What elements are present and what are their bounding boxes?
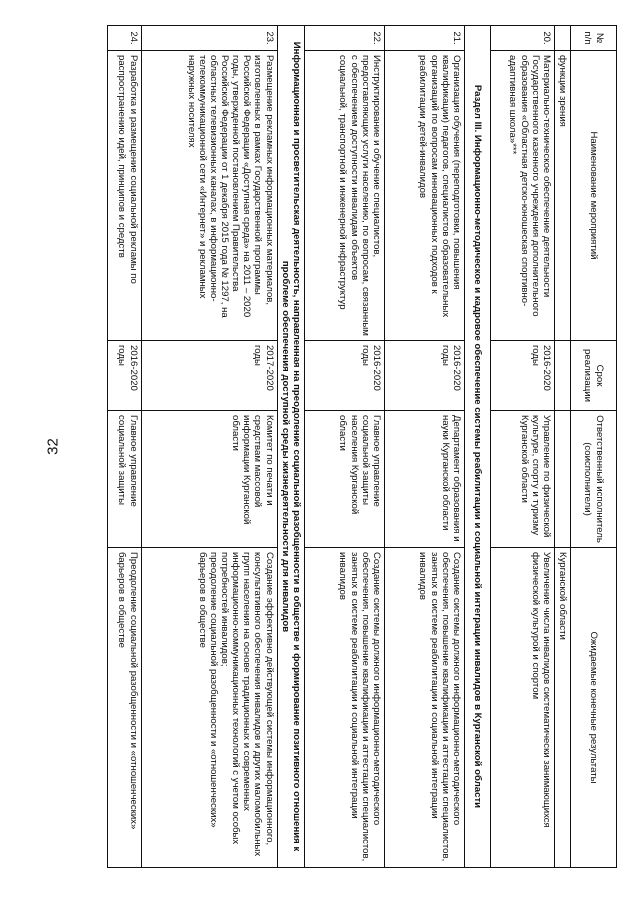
result-cell: Увеличение числа инвалидов систематически занимающихся физической культурой и спортом <box>490 548 554 868</box>
continued-exec <box>554 411 570 548</box>
result-cell: Преодоление социальной разобщенности и «отношенческих» барьеров в обществе <box>107 548 141 868</box>
section-heading: Раздел III. Информационно-методическое и кадровое обеспечение системы реабилитации и социальной интеграции инвалидов в Курганской области <box>464 26 490 868</box>
executor-cell: Управление по физической культуре, спорту и туризму Курганской области <box>490 411 554 548</box>
result-cell: Создание системы должного информационно-методического обеспечения, повышение квалификации и аттестации специалистов, занятых в системе реабилитации и социальной интеграции инвалидов <box>384 548 464 868</box>
continued-result: Курганской области <box>554 548 570 868</box>
executor-cell: Главное управление социальной защиты <box>107 411 141 548</box>
continued-num <box>554 26 570 51</box>
row-number: 22. <box>304 26 384 51</box>
header-result: Ожидаемые конечные результаты <box>571 548 617 868</box>
measures-table <box>107 25 617 868</box>
row-number: 21. <box>384 26 464 51</box>
rotated-table <box>107 25 617 867</box>
table-container <box>107 25 617 867</box>
header-row <box>571 26 617 868</box>
executor-cell: Главное управление социальной защиты населения Курганской области <box>304 411 384 548</box>
measure-name: Разработка и размещение социальной рекламы по распространению идей, принципов и средств <box>107 51 141 341</box>
result-cell: Создание системы должного информационно-методического обеспечения, повышение квалификации и аттестации специалистов, занятых в системе реабилитации и социальной интеграции инвалидов <box>304 548 384 868</box>
table-row <box>304 26 384 868</box>
continued-name: функции зрения <box>554 51 570 341</box>
term-cell: 2016-2020 годы <box>384 341 464 411</box>
table-row <box>384 26 464 868</box>
header-term: Срок реализации <box>571 341 617 411</box>
measure-name: Инструктирование и обучение специалистов, предоставляющих услуги населению, по вопросам, связанным с обеспечением доступности инвалидам объектов социальной, транспортной и инженерной инфраструктур <box>304 51 384 341</box>
table-row <box>141 26 277 868</box>
term-cell: 2016-2020 годы <box>490 341 554 411</box>
table-row <box>107 26 141 868</box>
table-row <box>490 26 554 868</box>
row-number: 24. <box>107 26 141 51</box>
term-cell: 2016-2020 годы <box>107 341 141 411</box>
header-name: Наименование мероприятий <box>571 51 617 341</box>
measure-name: Размещение рекламных информационных материалов, изготовленных в рамках Государственной программы Российской Федерации «Доступная среда» на 2011 – 2020 годы, утвержденной постановлением Правительства Российской Федерации от 1 декабря 2015 года № 1297, на областных телевизионных каналах, в информационно-телекоммуникационной сети «Интернет» и рекламных наружных носителях <box>141 51 277 341</box>
continued-term <box>554 341 570 411</box>
header-num: № п/п <box>571 26 617 51</box>
executor-cell: Комитет по печати и средствам массовой информации Курганской области <box>141 411 277 548</box>
executor-cell: Департамент образования и науки Курганской области <box>384 411 464 548</box>
row-number: 20. <box>490 26 554 51</box>
row-number: 23. <box>141 26 277 51</box>
continued-row <box>554 26 570 868</box>
term-cell: 2016-2020 годы <box>304 341 384 411</box>
result-cell: Создание эффективно действующей системы информационного, консультативного обеспечения инвалидов и других маломобильных групп населения на основе традиционных и современных информационно-коммуникационных технологий с учетом особых потребностей инвалидов; преодоление социальной разобщенности и «отношенческих» барьеров в обществе <box>141 548 277 868</box>
page-number: 32 <box>44 438 62 455</box>
measure-name: Материально-техническое обеспечение деятельности Государственного казенного учреждения дополнительного образования «Областная детско-юношеская спортивно-адаптивная школа»*** <box>490 51 554 341</box>
section-row <box>277 26 304 868</box>
term-cell: 2017-2020 годы <box>141 341 277 411</box>
section-row <box>464 26 490 868</box>
section-heading: Информационная и просветительская деятельность, направленная на преодоление социальной разобщенности в обществе и формирование позитивного отношения к проблеме обеспечения доступной среды жизнедеятельности для инвалидов <box>277 26 304 868</box>
header-exec: Ответственный исполнитель (соисполнители) <box>571 411 617 548</box>
measure-name: Организация обучения (переподготовки, повышения квалификации) педагогов, специалистов образовательных организаций по вопросам инновационных подходов к реабилитации детей-инвалидов <box>384 51 464 341</box>
